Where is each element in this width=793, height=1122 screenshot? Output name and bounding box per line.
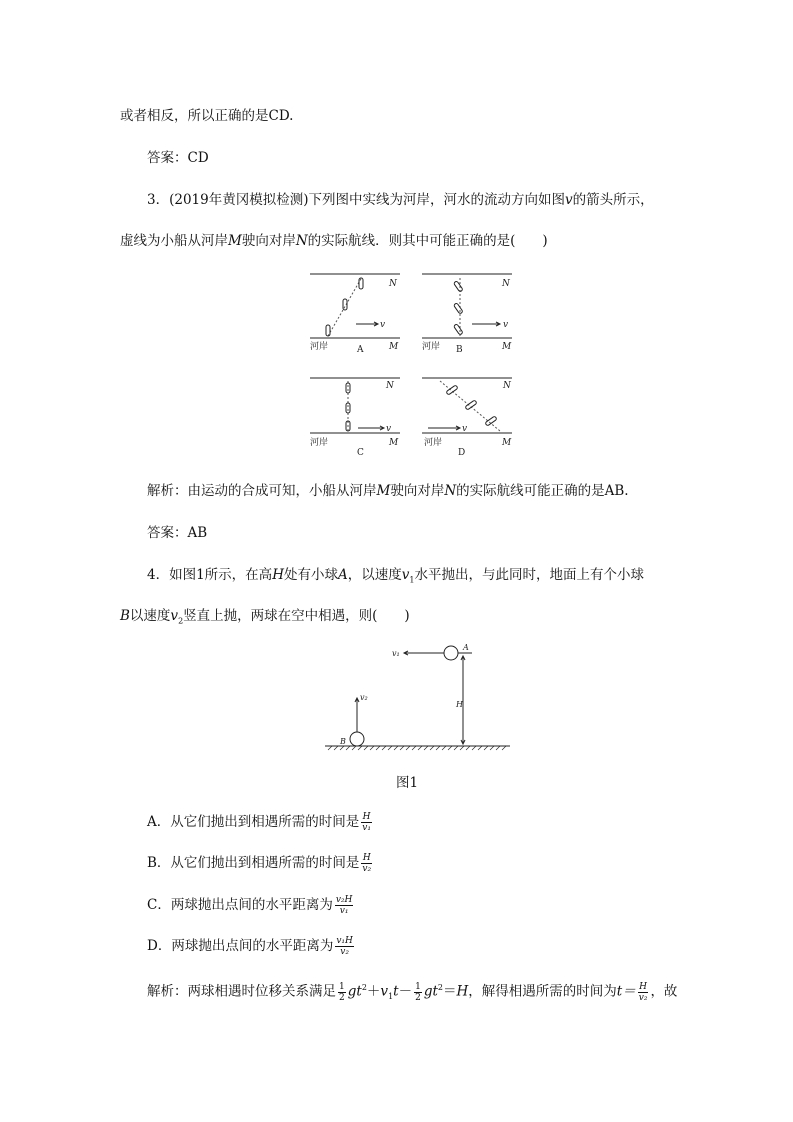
sol3-text-a: 解析：由运动的合成可知，小船从河岸	[147, 483, 377, 499]
q4-B: B	[120, 608, 130, 624]
option-c-fraction: $\frac{\text{v₂H}}{\text{v₁}}$	[335, 895, 353, 916]
sol4-text-c: ，故	[650, 983, 678, 1000]
q3-text-c: 虚线为小船从河岸	[120, 233, 228, 249]
panel-b-N: N	[502, 279, 510, 289]
option-c	[147, 895, 355, 916]
question-4-line-2	[120, 606, 410, 632]
solution-3	[147, 481, 629, 501]
option-a-text: A．从它们抛出到相遇所需的时间是	[147, 814, 360, 830]
sol4-t2: t	[393, 983, 399, 1000]
answer-1: 答案：CD	[147, 150, 209, 166]
q4-v1: v	[401, 567, 410, 583]
panel-a-path	[328, 277, 362, 336]
panel-b-boat-3	[453, 281, 463, 292]
panel-b-v: v	[503, 320, 509, 330]
answer-3: 答案：AB	[147, 525, 208, 541]
q3-v: v	[564, 192, 573, 208]
panel-d-boat-2	[465, 400, 477, 410]
text-line-1: 或者相反，所以正确的是CD.	[120, 108, 294, 124]
sol4-text-b: ，解得相遇所需的时间为	[468, 983, 617, 1000]
label-v2: v₂	[360, 693, 368, 702]
q3-N: N	[295, 233, 308, 249]
q4-A: A	[337, 567, 348, 583]
sol4-t1: t	[356, 983, 362, 1000]
sol4-half-2: $\frac{1}{2}$	[415, 981, 421, 1003]
panel-b-boat-1	[453, 324, 463, 335]
sol3-M: M	[376, 483, 391, 499]
option-d-text: D．两球抛出点间的水平距离为	[147, 938, 334, 954]
panel-d-boat-1	[446, 385, 458, 395]
panel-b-boat-2	[453, 303, 463, 314]
panel-d-bank-label: 河岸	[424, 438, 443, 448]
label-v1: v₁	[392, 649, 400, 658]
panel-d-boat-3	[485, 416, 497, 426]
ground-hatch	[328, 746, 506, 750]
q4-text-d: 水平抛出，与此同时，地面上有个小球	[414, 567, 644, 583]
panel-b-bank-label: 河岸	[422, 342, 441, 352]
sol3-text-b: 驶向对岸	[390, 483, 445, 499]
q4-text-b: 处有小球	[283, 567, 338, 583]
panel-d-M: M	[502, 438, 512, 448]
panel-d-label: D	[458, 448, 466, 458]
option-c-text: C．两球抛出点间的水平距离为	[147, 897, 333, 913]
panel-c-boat-2	[346, 403, 350, 413]
panel-d-N: N	[503, 381, 511, 391]
panel-c-v: v	[386, 424, 392, 434]
q4-text-a: 4．如图1所示，在高	[147, 567, 273, 583]
sol4-half-1: $\frac{1}{2}$	[339, 981, 345, 1003]
solution-4	[147, 978, 677, 1007]
sol4-v1: v	[380, 983, 389, 1000]
q3-text-e: 的实际航线．则其中可能正确的是( )	[307, 233, 548, 249]
q3-text-b: 的箭头所示，	[572, 192, 654, 208]
panel-b-M: M	[502, 342, 512, 352]
panel-a-M: M	[389, 342, 399, 352]
q3-M: M	[228, 233, 242, 249]
label-b: B	[340, 737, 346, 746]
option-a-fraction: $\frac{H}{\text{v₁}}$	[362, 812, 371, 833]
q4-v2-sub: 2	[178, 616, 184, 626]
panel-b-label: B	[456, 345, 463, 355]
panel-c-boat-3	[346, 383, 350, 393]
question-4-line-1	[147, 565, 644, 591]
panel-c-bank-label: 河岸	[310, 438, 329, 448]
sol4-result: $\frac{H}{\text{v₂}}$	[638, 981, 648, 1003]
sol4-g1: g	[347, 983, 357, 1000]
option-b	[147, 853, 374, 874]
sol4-text-a: 解析：两球相遇时位移关系满足	[147, 983, 336, 1000]
panel-c-label: C	[357, 448, 364, 458]
panel-c-M: M	[389, 438, 399, 448]
sol4-sq1: 2	[361, 983, 367, 992]
sol4-t3: t	[432, 983, 438, 1000]
question-3-line-1	[147, 190, 654, 210]
sol3-text-c: 的实际航线可能正确的是AB.	[456, 483, 629, 499]
sol4-sq2: 2	[437, 983, 444, 992]
panel-a-label: A	[357, 345, 364, 355]
q4-v1-sub: 1	[409, 575, 415, 585]
label-h: H	[456, 700, 463, 709]
sol4-eq: ＝	[443, 983, 457, 1000]
q3-text-d: 驶向对岸	[241, 233, 296, 249]
panel-a-N: N	[389, 279, 397, 289]
ball-a	[444, 646, 458, 660]
question-3-line-2	[120, 231, 548, 251]
q4-H: H	[272, 567, 284, 583]
panel-c-N: N	[386, 381, 394, 391]
sol4-plus: ＋	[366, 983, 381, 1000]
option-d-fraction: $\frac{\text{v₁H}}{\text{v₂}}$	[336, 936, 353, 957]
option-a	[147, 812, 374, 833]
sol4-minus: －	[398, 983, 413, 1000]
option-d	[147, 936, 356, 957]
sol4-t-eq: t＝	[616, 983, 636, 1000]
sol4-H: H	[456, 983, 469, 1000]
option-b-text: B．从它们抛出到相遇所需的时间是	[147, 855, 360, 871]
label-a: A	[463, 643, 469, 652]
panel-d-v: v	[462, 424, 468, 434]
ball-b	[350, 732, 364, 746]
figure-question-3	[300, 265, 530, 465]
figure-caption: 图1	[396, 775, 419, 791]
option-b-fraction: $\frac{H}{\text{v₂}}$	[362, 853, 372, 874]
panel-a-v: v	[380, 320, 386, 330]
sol4-g2: g	[423, 983, 433, 1000]
panel-a-bank-label: 河岸	[310, 342, 329, 352]
sol3-N: N	[444, 483, 457, 499]
sol4-v1-sub: 1	[388, 992, 394, 1002]
q4-text-c: ，以速度	[347, 567, 402, 583]
q4-text-g: 竖直上抛，两球在空中相遇，则( )	[183, 608, 410, 624]
figure-1	[320, 640, 520, 760]
q4-text-f: 以速度	[129, 608, 171, 624]
panel-a-boat-1	[326, 325, 330, 336]
q3-text-a: 3．(2019年黄冈模拟检测)下列图中实线为河岸，河水的流动方向如图	[147, 192, 565, 208]
q4-v2: v	[170, 608, 179, 624]
